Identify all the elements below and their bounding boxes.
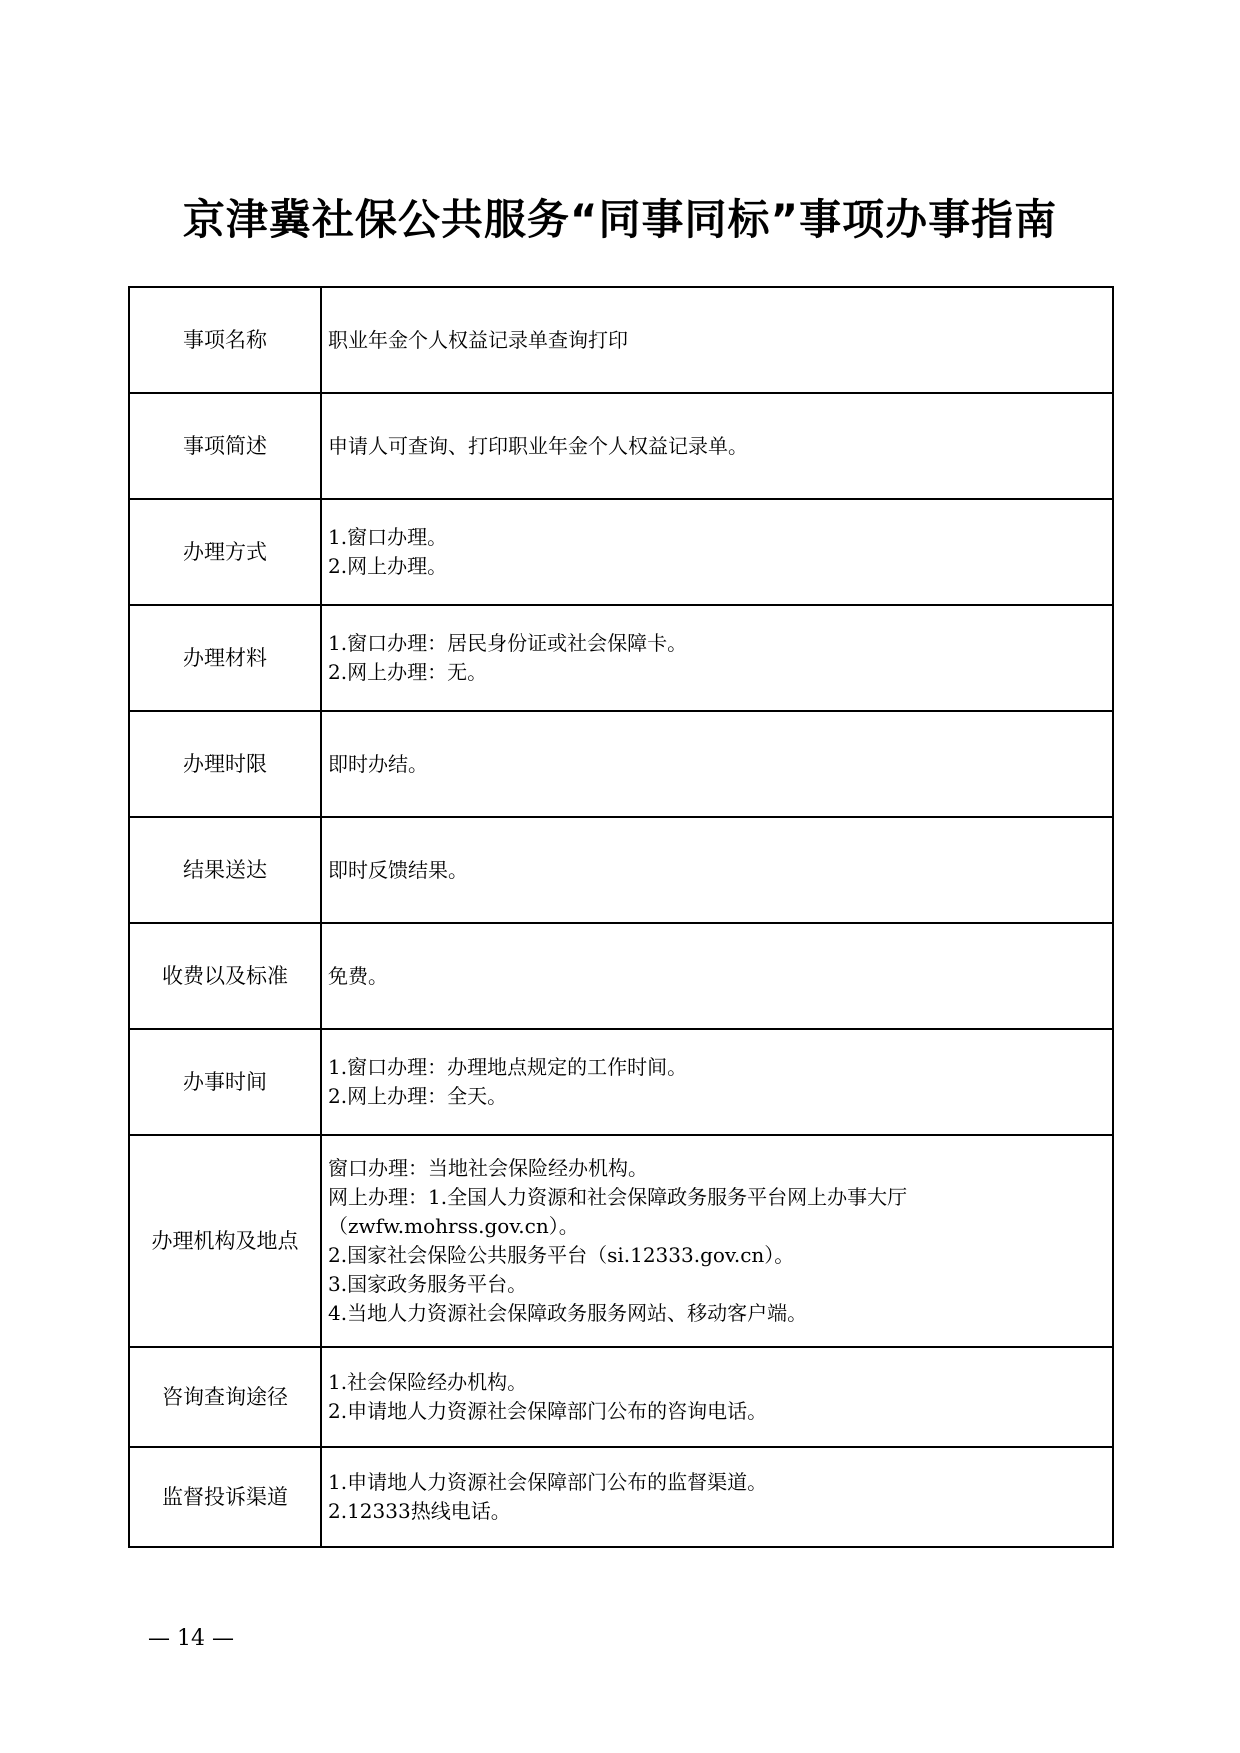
value-line: 2.网上办理：全天。 xyxy=(328,1084,508,1108)
row-label: 办理时限 xyxy=(129,711,321,817)
service-guide-table xyxy=(128,286,1114,1548)
row-value xyxy=(321,817,1113,923)
value-line: 4.当地人力资源社会保障政务服务网站、移动客户端。 xyxy=(328,1301,808,1325)
value-line: 网上办理：1.全国人力资源和社会保障政务服务平台网上办事大厅 xyxy=(328,1185,908,1209)
page-number: — 14 — xyxy=(148,1626,234,1651)
row-label: 结果送达 xyxy=(129,817,321,923)
table-row xyxy=(129,817,1113,923)
row-label: 办理机构及地点 xyxy=(129,1135,321,1347)
table-row xyxy=(129,1447,1113,1547)
table-row xyxy=(129,499,1113,605)
value-line: 2.网上办理。 xyxy=(328,554,448,578)
value-line: 2.网上办理：无。 xyxy=(328,660,488,684)
table-row xyxy=(129,605,1113,711)
row-value xyxy=(321,605,1113,711)
table-row xyxy=(129,287,1113,393)
value-line: 申请人可查询、打印职业年金个人权益记录单。 xyxy=(328,433,748,458)
value-line: 2.12333热线电话。 xyxy=(328,1499,511,1523)
value-line: 3.国家政务服务平台。 xyxy=(328,1272,528,1296)
row-value xyxy=(321,499,1113,605)
value-line: 2.国家社会保险公共服务平台（si.12333.gov.cn）。 xyxy=(328,1243,795,1267)
table-row xyxy=(129,923,1113,1029)
value-line: 即时办结。 xyxy=(328,751,428,776)
value-line: 1.窗口办理：办理地点规定的工作时间。 xyxy=(328,1055,688,1079)
row-value xyxy=(321,923,1113,1029)
row-value xyxy=(321,393,1113,499)
value-line: 职业年金个人权益记录单查询打印 xyxy=(328,327,628,352)
value-line: 即时反馈结果。 xyxy=(328,857,468,882)
value-line: 1.窗口办理。 xyxy=(328,525,448,549)
row-label: 咨询查询途径 xyxy=(129,1347,321,1447)
table-row xyxy=(129,1135,1113,1347)
value-line: 2.申请地人力资源社会保障部门公布的咨询电话。 xyxy=(328,1399,768,1423)
row-label: 办理方式 xyxy=(129,499,321,605)
row-label: 收费以及标准 xyxy=(129,923,321,1029)
value-line: 1.社会保险经办机构。 xyxy=(328,1370,528,1394)
row-label: 事项名称 xyxy=(129,287,321,393)
row-value xyxy=(321,287,1113,393)
row-value xyxy=(321,1347,1113,1447)
table-row xyxy=(129,1347,1113,1447)
row-label: 事项简述 xyxy=(129,393,321,499)
value-line: （zwfw.mohrss.gov.cn）。 xyxy=(328,1214,579,1238)
row-value xyxy=(321,1447,1113,1547)
page-title: 京津冀社保公共服务“同事同标”事项办事指南 xyxy=(182,195,1058,244)
table-row xyxy=(129,711,1113,817)
row-value xyxy=(321,1135,1113,1347)
table-row xyxy=(129,1029,1113,1135)
table-row xyxy=(129,393,1113,499)
value-line: 窗口办理：当地社会保险经办机构。 xyxy=(328,1156,648,1180)
row-value xyxy=(321,1029,1113,1135)
row-label: 办事时间 xyxy=(129,1029,321,1135)
value-line: 1.窗口办理：居民身份证或社会保障卡。 xyxy=(328,631,688,655)
value-line: 免费。 xyxy=(328,963,388,988)
value-line: 1.申请地人力资源社会保障部门公布的监督渠道。 xyxy=(328,1470,768,1494)
row-label: 办理材料 xyxy=(129,605,321,711)
row-value xyxy=(321,711,1113,817)
row-label: 监督投诉渠道 xyxy=(129,1447,321,1547)
